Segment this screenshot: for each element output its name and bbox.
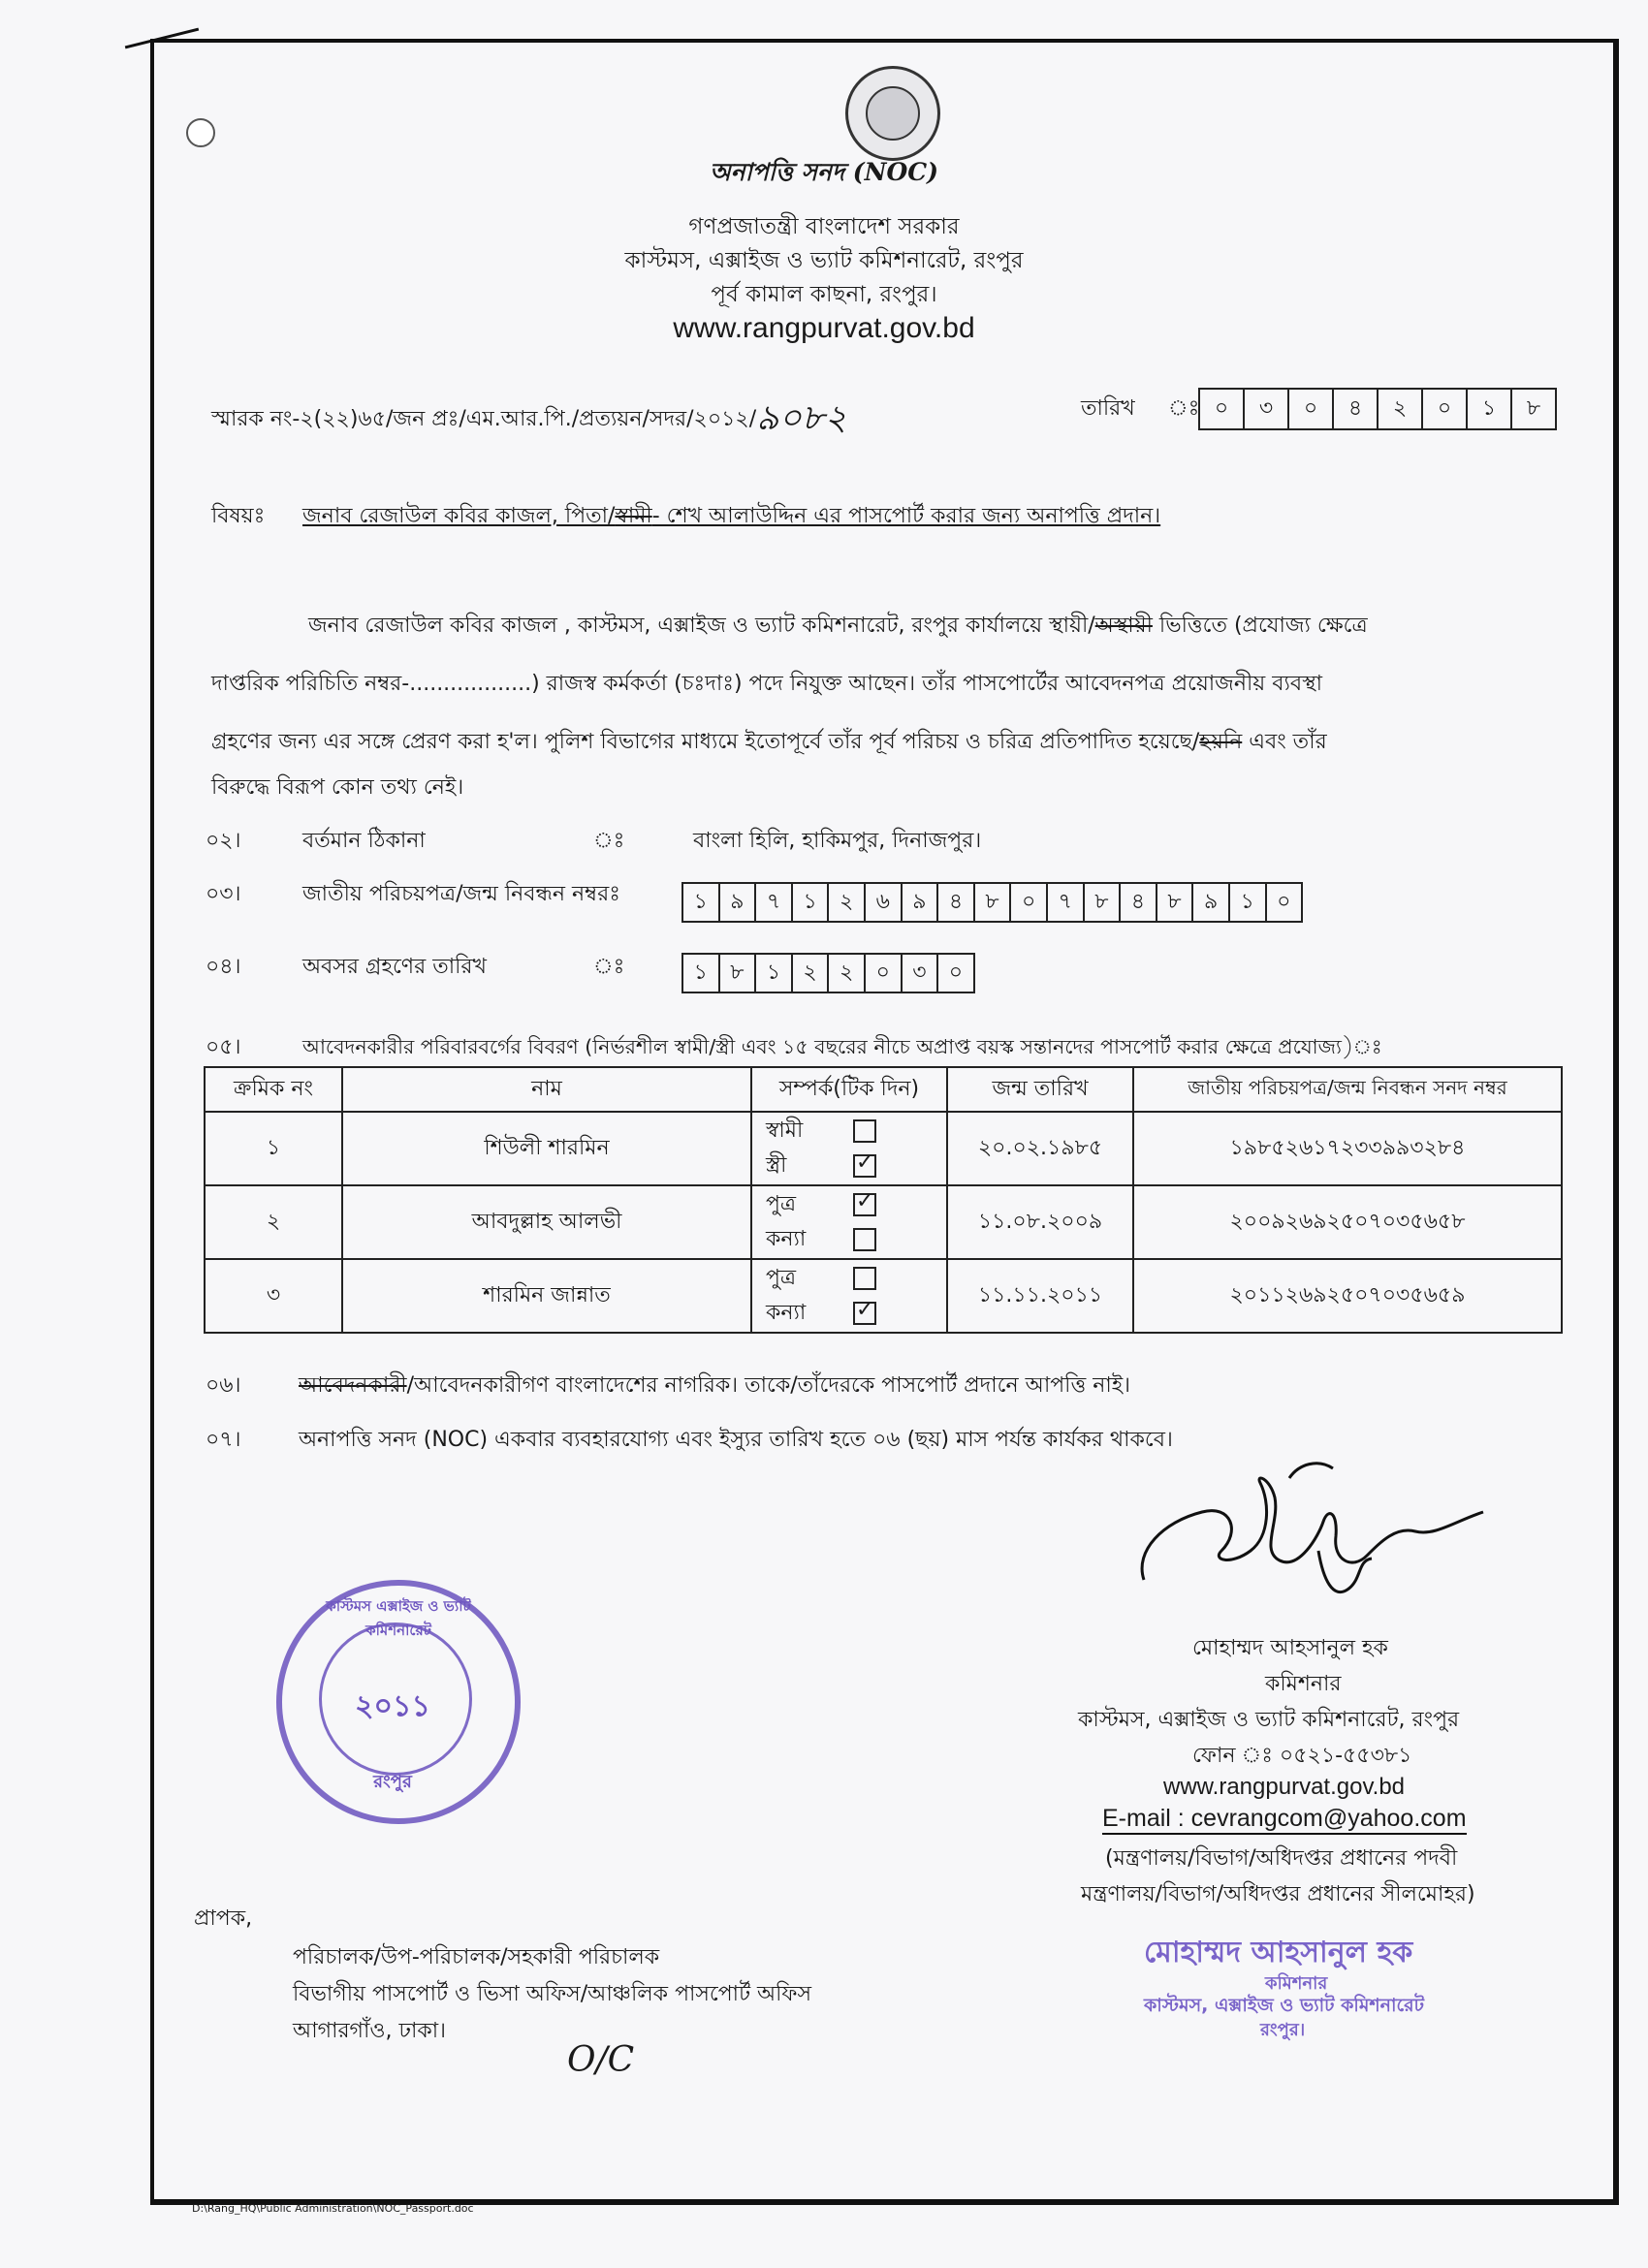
item-02-value: বাংলা হিলি, হাকিমপুর, দিনাজপুর। [693, 829, 982, 853]
stamp-city: রংপুর [373, 1772, 412, 1792]
item-06-rest: /আবেদনকারীগণ বাংলাদেশের নাগরিক। তাকে/তাঁদেরকে পাসপোর্ট প্রদানে আপত্তি নাই। [406, 1373, 1131, 1398]
date-label: তারিখ [1081, 396, 1135, 421]
nid-digit: ৯ [1193, 884, 1230, 921]
row-dob: ১১.০৮.২০০৯ [947, 1185, 1133, 1259]
recipient-line-3: আগারগাঁও, ঢাকা। [293, 2019, 447, 2043]
name-seal-office: কাস্টমস, এক্সাইজ ও ভ্যাট কমিশনারেট [1144, 1995, 1424, 2016]
nid-digit: ৪ [938, 884, 975, 921]
signatory-office: কাস্টমস, এক্সাইজ ও ভ্যাট কমিশনারেট, রংপুর [1078, 1708, 1460, 1732]
item-04-label: অবসর গ্রহণের তারিখ [302, 955, 487, 979]
checkbox-checked[interactable] [853, 1302, 876, 1325]
table-row [205, 1185, 1562, 1259]
nid-digit: ০ [1011, 884, 1048, 921]
relation-option-label: পুত্র [766, 1191, 797, 1216]
nid-digit: ০ [1277, 890, 1291, 914]
item-07-text: অনাপত্তি সনদ (NOC) একবার ব্যবহারযোগ্য এবং ইস্যুর তারিখ হতে ০৬ (ছয়) মাস পর্যন্ত কার্যকর থাকবে। [299, 1428, 1173, 1452]
item-03-label: জাতীয় পরিচয়পত্র/জন্ম নিবন্ধন নম্বরঃ [302, 882, 620, 906]
checkbox-checked[interactable] [853, 1193, 876, 1216]
date-digit: ৮ [1526, 396, 1541, 421]
item-02-number: ০২। [206, 829, 241, 853]
item-02-colon: ঃ [593, 829, 625, 853]
row-dob: ১১.১১.২০১১ [947, 1259, 1133, 1333]
nid-digit: ৯ [720, 884, 757, 921]
body-line-1-a: জনাব রেজাউল কবির কাজল , কাস্টমস, এক্সাইজ ও ভ্যাট কমিশনারেট, রংপুর কার্যালয়ে স্থায়ী/ [308, 614, 1095, 638]
nid-digit: ১ [683, 884, 720, 921]
relation-option-label: স্বামী [766, 1118, 804, 1143]
stamp-year: ২০১১ [355, 1689, 430, 1723]
row-relation [751, 1112, 947, 1185]
relation-option-label: স্ত্রী [766, 1152, 787, 1178]
table-header-row [205, 1067, 1562, 1112]
item-06-struck: আবেদনকারী [299, 1373, 407, 1398]
date-digit: ২ [1379, 390, 1423, 428]
signature-drawing [1125, 1444, 1493, 1628]
file-path-footer: D:\Rang_HQ\Public Administration\NOC_Passport.doc [192, 2202, 474, 2215]
row-relation [751, 1259, 947, 1333]
retirement-digit: ২ [793, 955, 830, 992]
memo-reference [211, 388, 847, 446]
col-relation-header: সম্পর্ক(টিক দিন) [751, 1067, 947, 1112]
item-02-label: বর্তমান ঠিকানা [302, 829, 426, 853]
signatory-phone: ফোন ঃ ০৫২১-৫৫৩৮১ [1192, 1744, 1412, 1768]
punch-hole [186, 118, 215, 147]
checkbox[interactable] [853, 1119, 876, 1143]
signatory-note-1: (মন্ত্রণালয়/বিভাগ/অধিদপ্তর প্রধানের পদবী [1105, 1846, 1458, 1871]
memo-ref-prefix: স্মারক নং-২(২২)৬৫/জন প্রঃ/এম.আর.পি./প্রত্যয়ন/সদর/২০১২/ [211, 407, 757, 431]
header-line-1: গণপ্রজাতন্ত্রী বাংলাদেশ সরকার [688, 214, 960, 239]
col-serial-header: ক্রমিক নং [205, 1067, 342, 1112]
subject-text-a: জনাব রেজাউল কবির কাজল, পিতা/ [302, 504, 616, 528]
nid-digit: ১ [1230, 884, 1267, 921]
family-table [204, 1066, 1563, 1334]
nid-digit: ৮ [1085, 884, 1122, 921]
nid-digit: ৮ [1157, 884, 1194, 921]
nid-digit: ৯ [903, 884, 939, 921]
row-name: শারমিন জান্নাত [342, 1259, 751, 1333]
date-digit: ৩ [1245, 390, 1289, 428]
item-07-number: ০৭। [206, 1428, 241, 1452]
date-digit: ০ [1200, 390, 1245, 428]
row-nid: ২০০৯২৬৯২৫০৭০৩৫৬৫৮ [1133, 1185, 1562, 1259]
col-name-header: নাম [342, 1067, 751, 1112]
relation-option-label: পুত্র [766, 1265, 797, 1290]
item-05-number: ০৫। [206, 1035, 241, 1059]
signatory-note-2: মন্ত্রণালয়/বিভাগ/অধিদপ্তর প্রধানের সীলমোহর) [1081, 1882, 1475, 1906]
memo-ref-handwritten: ৯০৮২ [756, 398, 847, 438]
signatory-designation: কমিশনার [1265, 1672, 1342, 1696]
name-seal-designation: কমিশনার [1265, 1973, 1328, 1994]
signatory-email: E-mail : cevrangcom@yahoo.com [1102, 1805, 1467, 1835]
item-04-number: ০৪। [206, 955, 241, 979]
office-round-stamp [276, 1580, 521, 1824]
item-05-text: আবেদনকারীর পরিবারবর্গের বিবরণ (নির্ভরশীল স্বামী/স্ত্রী এবং ১৫ বছরের নীচে অপ্রাপ্ত বয়স্ক সন্তানদের পাসপোর্ট করার ক্ষেত্রে প্রযোজ্য)ঃ [302, 1035, 1382, 1058]
name-seal-city: রংপুর। [1260, 2020, 1306, 2040]
subject-label: বিষয়ঃ [211, 504, 266, 528]
checkbox[interactable] [853, 1267, 876, 1290]
signatory-website: www.rangpurvat.gov.bd [1163, 1774, 1406, 1800]
document-title: অনাপত্তি সনদ (NOC) [710, 158, 938, 186]
row-name: শিউলী শারমিন [342, 1112, 751, 1185]
subject-struck-word: স্বামী [615, 504, 652, 528]
item-06-text [299, 1369, 1130, 1404]
recipient-label: প্রাপক, [194, 1906, 253, 1931]
nid-digit: ২ [829, 884, 866, 921]
item-03-number: ০৩। [206, 882, 241, 906]
row-serial: ১ [205, 1112, 342, 1185]
body-line-3-struck: হয়নি [1199, 730, 1243, 754]
row-dob: ২০.০২.১৯৮৫ [947, 1112, 1133, 1185]
nid-digit: ১ [793, 884, 830, 921]
nid-digit: ৪ [1121, 884, 1157, 921]
retirement-digit: ১ [756, 955, 793, 992]
body-line-3 [211, 725, 1327, 761]
header-line-3: পূর্ব কামাল কাছনা, রংপুর। [711, 282, 937, 307]
body-line-2: দাপ্তরিক পরিচিতি নম্বর-..................) রাজস্ব কর্মকর্তা (চঃদাঃ) পদে নিযুক্ত আছেন। তাঁর পাসপোর্টের আবেদনপত্র প্রয়োজনীয় ব্যবস্থা [211, 672, 1323, 696]
col-nid-header: জাতীয় পরিচয়পত্র/জন্ম নিবন্ধন সনদ নম্বর [1133, 1067, 1562, 1112]
body-line-3-a: গ্রহণের জন্য এর সঙ্গে প্রেরণ করা হ'ল। পুলিশ বিভাগের মাধ্যমে ইতোপূর্বে তাঁর পূর্ব পরিচয় ও চরিত্র প্রতিপাদিত হয়েছে/ [211, 730, 1200, 754]
header-website: www.rangpurvat.gov.bd [673, 312, 975, 344]
date-digit: ০ [1423, 390, 1468, 428]
nid-digit: ৭ [1048, 884, 1085, 921]
recipient-line-1: পরিচালক/উপ-পরিচালক/সহকারী পরিচালক [293, 1945, 660, 1969]
relation-option-label: কন্যা [766, 1226, 807, 1251]
nid-boxes [681, 882, 1303, 923]
relation-option-label: কন্যা [766, 1300, 807, 1325]
table-row [205, 1259, 1562, 1333]
table-row [205, 1112, 1562, 1185]
item-04-colon: ঃ [593, 955, 625, 979]
row-serial: ২ [205, 1185, 342, 1259]
date-colon: ঃ [1168, 396, 1200, 421]
row-relation [751, 1185, 947, 1259]
row-nid: ২০১১২৬৯২৫০৭০৩৫৬৫৯ [1133, 1259, 1562, 1333]
nid-digit: ৬ [866, 884, 903, 921]
subject-text [302, 499, 1160, 535]
retirement-digit: ০ [866, 955, 903, 992]
subject-text-b: - শেখ আলাউদ্দিন এর পাসপোর্ট করার জন্য অনাপত্তি প্রদান। [651, 504, 1161, 528]
row-name: আবদুল্লাহ আলভী [342, 1185, 751, 1259]
row-nid: ১৯৮৫২৬১৭২৩৩৯৯৩২৮৪ [1133, 1112, 1562, 1185]
date-digit: ০ [1289, 390, 1334, 428]
date-digit: ৪ [1334, 390, 1379, 428]
stamp-outer-text: কাস্টমস এক্সাইজ ও ভ্যাট কমিশনারেট [326, 1597, 471, 1639]
retirement-digit: ২ [829, 955, 866, 992]
signatory-name: মোহাম্মদ আহসানুল হক [1192, 1636, 1388, 1660]
item-06-number: ০৬। [206, 1373, 241, 1398]
date-digit: ১ [1468, 390, 1512, 428]
body-line-1-struck: অস্থায়ী [1094, 614, 1153, 638]
body-line-4: বিরুদ্ধে বিরূপ কোন তথ্য নেই। [211, 775, 464, 800]
retirement-digit: ১ [683, 955, 720, 992]
body-line-1-b: ভিত্তিতে (প্রযোজ্য ক্ষেত্রে [1152, 614, 1368, 638]
checkbox[interactable] [853, 1228, 876, 1251]
government-emblem-icon [845, 66, 940, 161]
row-serial: ৩ [205, 1259, 342, 1333]
header-line-2: কাস্টমস, এক্সাইজ ও ভ্যাট কমিশনারেট, রংপুর [624, 248, 1024, 273]
retirement-digit: ৮ [720, 955, 757, 992]
body-line-3-b: এবং তাঁর [1242, 730, 1327, 754]
retirement-date-boxes [681, 953, 975, 993]
name-seal-name: মোহাম্মদ আহসানুল হক [1144, 1936, 1413, 1969]
recipient-line-2: বিভাগীয় পাসপোর্ট ও ভিসা অফিস/আঞ্চলিক পাসপোর্ট অফিস [293, 1982, 812, 2006]
handwritten-note: O/C [567, 2040, 635, 2080]
nid-digit: ৮ [975, 884, 1012, 921]
col-dob-header: জন্ম তারিখ [947, 1067, 1133, 1112]
retirement-digit: ৩ [903, 955, 939, 992]
retirement-digit: ০ [948, 961, 964, 985]
body-line-1 [308, 609, 1368, 645]
checkbox-checked[interactable] [853, 1154, 876, 1178]
nid-digit: ৭ [756, 884, 793, 921]
date-boxes [1198, 388, 1557, 430]
